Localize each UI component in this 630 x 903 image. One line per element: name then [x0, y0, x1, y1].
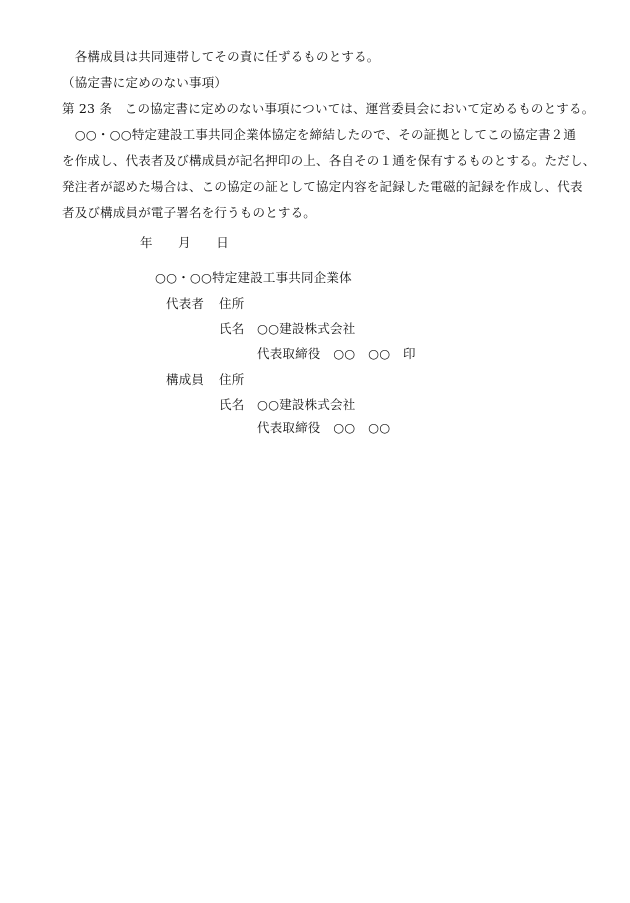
representative-company: ○○建設株式会社 [257, 321, 356, 336]
representative-address-label: 住所 [219, 296, 245, 311]
paragraph-joint-liability: 各構成員は共同連帯してその責に任ずるものとする。 [62, 49, 380, 64]
representative-name-label: 氏名 [219, 321, 245, 336]
member-name-label: 氏名 [219, 397, 245, 412]
closing-line-2: を作成し、代表者及び構成員が記名押印の上、各自その１通を保有するものとする。ただし、 [62, 153, 596, 168]
member-title-name: 代表取締役 ○○ ○○ [257, 420, 391, 435]
section-heading: （協定書に定めのない事項） [62, 75, 228, 90]
representative-title-name: 代表取締役 ○○ ○○ 印 [257, 346, 416, 361]
closing-line-4: 者及び構成員が電子署名を行うものとする。 [62, 205, 317, 220]
jv-name: ○○・○○特定建設工事共同企業体 [155, 270, 352, 285]
member-company: ○○建設株式会社 [257, 397, 356, 412]
closing-line-3: 発注者が認めた場合は、この協定の証として協定内容を記録した電磁的記録を作成し、代表 [62, 179, 583, 194]
member-label: 構成員 [166, 372, 205, 387]
article-23: 第 23 条 この協定書に定めのない事項については、運営委員会において定めるものとする。 [62, 101, 595, 116]
member-address-label: 住所 [219, 372, 245, 387]
date-line: 年 月 日 [140, 235, 229, 250]
closing-line-1: ○○・○○特定建設工事共同企業体協定を締結したので、その証拠としてこの協定書２通 [62, 127, 577, 142]
representative-label: 代表者 [166, 296, 205, 311]
